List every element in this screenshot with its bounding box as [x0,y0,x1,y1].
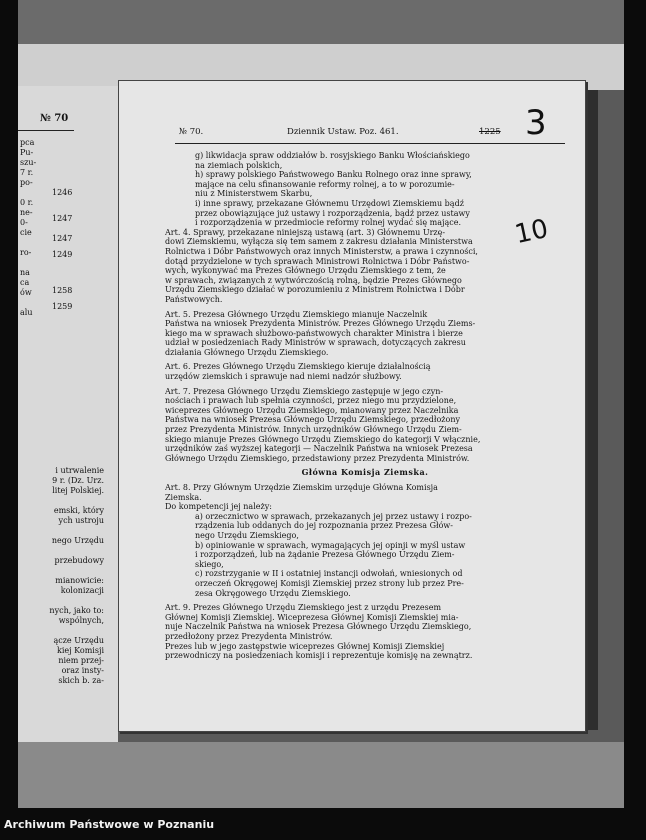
handwritten-number-margin: 10 [512,213,551,251]
sidebar-lower-line: przebudowy [54,556,104,565]
body-line: zesa Okręgowego Urzędu Ziemskiego. [195,588,351,598]
body-line: Art. 5. Prezesa Głównego Urzędu Ziemskiego mianuje Naczelnik [165,309,428,319]
sidebar-page-number: 1258 [52,286,73,295]
body-line: niu z Ministerstwem Skarbu, [195,189,313,199]
body-line: nego Urzędu Ziemskiego, [195,530,299,540]
sidebar-fragment: pca [20,138,35,147]
document-page [118,80,586,732]
body-line: c) rozstrzyganie w II i ostatniej instancji odwołań, wniesionych od [195,569,463,579]
sidebar-lower-line: ych ustroju [58,516,104,525]
sidebar-lower-line: i utrwalenie [55,466,104,475]
document-body [165,151,565,661]
body-line: urzędów ziemskich i sprawuje nad niemi nadzór służbowy. [165,372,402,382]
body-line: wych, wykonywać ma Prezes Głównego Urzędu Ziemskiego z tem, że [165,266,446,276]
body-line: urzędników zaś wyższej kategorji — Naczelnik Państwa na wniosek Prezesa [165,444,473,454]
body-line: Głównej Komisji Ziemskiej. Wiceprezesa Głównej Komisji Ziemskiej mia- [165,612,459,622]
sidebar-fragment: cie [20,228,32,237]
body-line: b) opiniowanie w sprawach, wymagających jej opinji w myśl ustaw [195,540,466,550]
body-line: h) sprawy polskiego Państwowego Banku Rolnego oraz inne sprawy, [195,170,472,180]
sidebar-page-number: 1247 [52,214,73,223]
body-line: nuje Naczelnik Państwa na wniosek Prezesa Głównego Urzędu Ziemskiego, [165,622,472,632]
body-line: skiego, [195,559,224,569]
sidebar-lower-line: wspólnych, [58,616,104,625]
body-line: rządzenia lub oddanych do jej rozpoznania przez Prezesa Głów- [195,521,453,531]
underlying-page-sidebar [18,108,110,748]
body-line: Państwowych. [165,294,223,304]
sidebar-lower-line: nych, jako to: [49,606,104,615]
header-page-number: 1225 [479,127,501,137]
body-line: g) likwidacja spraw oddziałów b. rosyjskiego Banku Włościańskiego [195,151,470,160]
sidebar-lower-line: kiej Komisji [56,646,104,655]
body-line: Art. 9. Prezes Głównego Urzędu Ziemskiego jest z urzędu Prezesem [165,603,442,613]
body-line: a) orzecznictwo w sprawach, przekazanych jej przez ustawy i rozpo- [195,511,472,521]
body-line: przez obowiązujące już ustawy i rozporządzenia, bądź przez ustawy [195,208,470,218]
body-line: Głównego Urzędu Ziemskiego, przedstawiony przez Prezydenta Ministrów. [165,453,470,463]
body-line: nościach i prawach lub spełnia czynności, przez niego mu przydzielone, [165,396,457,406]
body-line: dotąd przydzielone w tych sprawach Ministrowi Rolnictwa i Dóbr Państwo- [165,256,470,266]
header-title: Dziennik Ustaw. Poz. 461. [287,127,399,137]
body-line: działania Głównego Urzędu Ziemskiego. [165,347,329,357]
body-line: Art. 7. Prezesa Głównego Urzędu Ziemskiego zastępuje w jego czyn- [165,386,444,396]
body-line: Państwa na wniosek Prezesa Głównego Urzędu Ziemskiego, przedłożony [165,415,460,425]
sidebar-fragment: ca [20,278,30,287]
body-line: na ziemiach polskich, [195,160,283,170]
sidebar-fragment: szu- [20,158,37,167]
body-line: przez Prezydenta Ministrów. Innych urzędników Głównego Urzędu Ziem- [165,425,462,435]
sidebar-fragment: alu [20,308,33,317]
section-heading: Główna Komisja Ziemska. [301,468,429,478]
body-line: i rozporządzenia w przedmiocie reformy rolnej wydać się mające. [195,218,461,228]
body-line: udział w posiedzeniach Rady Ministrów w sprawach, dotyczących zakresu [165,338,466,348]
body-line: skiego mianuje Prezes Głównego Urzędu Ziemskiego do kategorji V włącznie, [165,434,481,444]
body-line: i) inne sprawy, przekazane Głównemu Urzędowi Ziemskiemu bądź [195,198,464,208]
sidebar-fragment: 7 r. [20,168,34,177]
body-line: Ziemska. [165,492,202,502]
sidebar-fragment: po- [20,178,33,187]
sidebar-lower-line: ącze Urzędu [53,636,104,645]
header-rule [175,143,565,144]
body-line: Art. 6. Prezes Głównego Urzędu Ziemskiego kieruje działalnością [165,362,431,372]
sidebar-fragment: na [20,268,30,277]
sidebar-fragment: 0 r. [20,198,34,207]
sidebar-page-number: 1249 [52,250,73,259]
body-line: Do kompetencji jej należy: [165,502,272,512]
body-line: Art. 8. Przy Głównym Urzędzie Ziemskim urzęduje Główna Komisja [165,483,438,492]
sidebar-page-number: 1246 [52,188,73,197]
sidebar-page-number: 1259 [52,302,73,311]
body-line: Art. 4. Sprawy, przekazane niniejszą ustawą (art. 3) Głównemu Urzę- [165,227,446,237]
sidebar-fragment: 0- [20,218,28,227]
scan-top-strip [18,0,624,44]
sidebar-lower-line: oraz insty- [61,666,104,675]
sidebar-lower-line: skich b. za- [58,676,104,685]
body-line: przedłożony przez Prezydenta Ministrów. [165,631,333,641]
sidebar-page-number: 1247 [52,234,73,243]
sidebar-fragment: ów [20,288,32,297]
sidebar-lower-line: nego Urzędu [51,536,104,545]
sidebar-lower-line: mianowicie: [55,576,104,585]
body-line: wiceprezes Głównego Urzędu Ziemskiego, mianowany przez Naczelnika [165,405,459,415]
body-line: orzeczeń Okręgowej Komisji Ziemskiej przez strony lub przez Pre- [195,578,464,588]
body-line: mające na celu sfinansowanie reformy rolnej, a to w porozumie- [195,179,455,189]
scan-bottom-band [18,742,624,808]
body-line: Urzędu Ziemskiego działać w porozumieniu z Ministrem Rolnictwa i Dóbr [165,285,465,295]
body-line: Państwa na wniosek Prezydenta Ministrów. Prezes Głównego Urzędu Ziems- [165,319,476,329]
sidebar-lower-line: emski, który [53,506,104,515]
body-line: kiego ma w sprawach służbowo-państwowych charakter Ministra i bierze [165,328,463,338]
sidebar-fragment: ne- [20,208,33,217]
sidebar-lower-line: litej Polskiej. [52,486,104,495]
body-line: w sprawach, związanych z wytwórczością rolną, będzie Prezes Głównego [165,275,462,285]
archive-caption: Archiwum Państwowe w Poznaniu [4,818,215,831]
header-number: № 70. [179,127,204,137]
body-line: i rozporządzeń, lub na żądanie Prezesa Głównego Urzędu Ziem- [195,550,455,560]
sidebar-fragment: Pu- [20,148,34,157]
sidebar-lower-line: niem przej- [58,656,104,665]
body-line: Rolnictwa i Dóbr Państwowych oraz innych Ministerstw, a prawa i czynności, [165,246,478,256]
sidebar-issue-number: № 70 [40,113,69,124]
sidebar-lower-line: 9 r. (Dz. Urz. [52,476,104,485]
body-line: przewodniczy na posiedzeniach komisji i reprezentuje komisję na zewnątrz. [165,651,473,661]
handwritten-number-top: 3 [525,103,547,143]
sidebar-lower-line: kolonizacji [60,586,104,595]
body-line: dowi Ziemskiemu, wyłącza się tem samem z zakresu działania Ministerstwa [165,237,473,247]
sidebar-fragment: ro- [20,248,32,257]
page-header [179,127,559,141]
body-line: Prezes lub w jego zastępstwie wiceprezes Głównej Komisji Ziemskiej [165,641,445,651]
sidebar-rule [18,130,74,131]
